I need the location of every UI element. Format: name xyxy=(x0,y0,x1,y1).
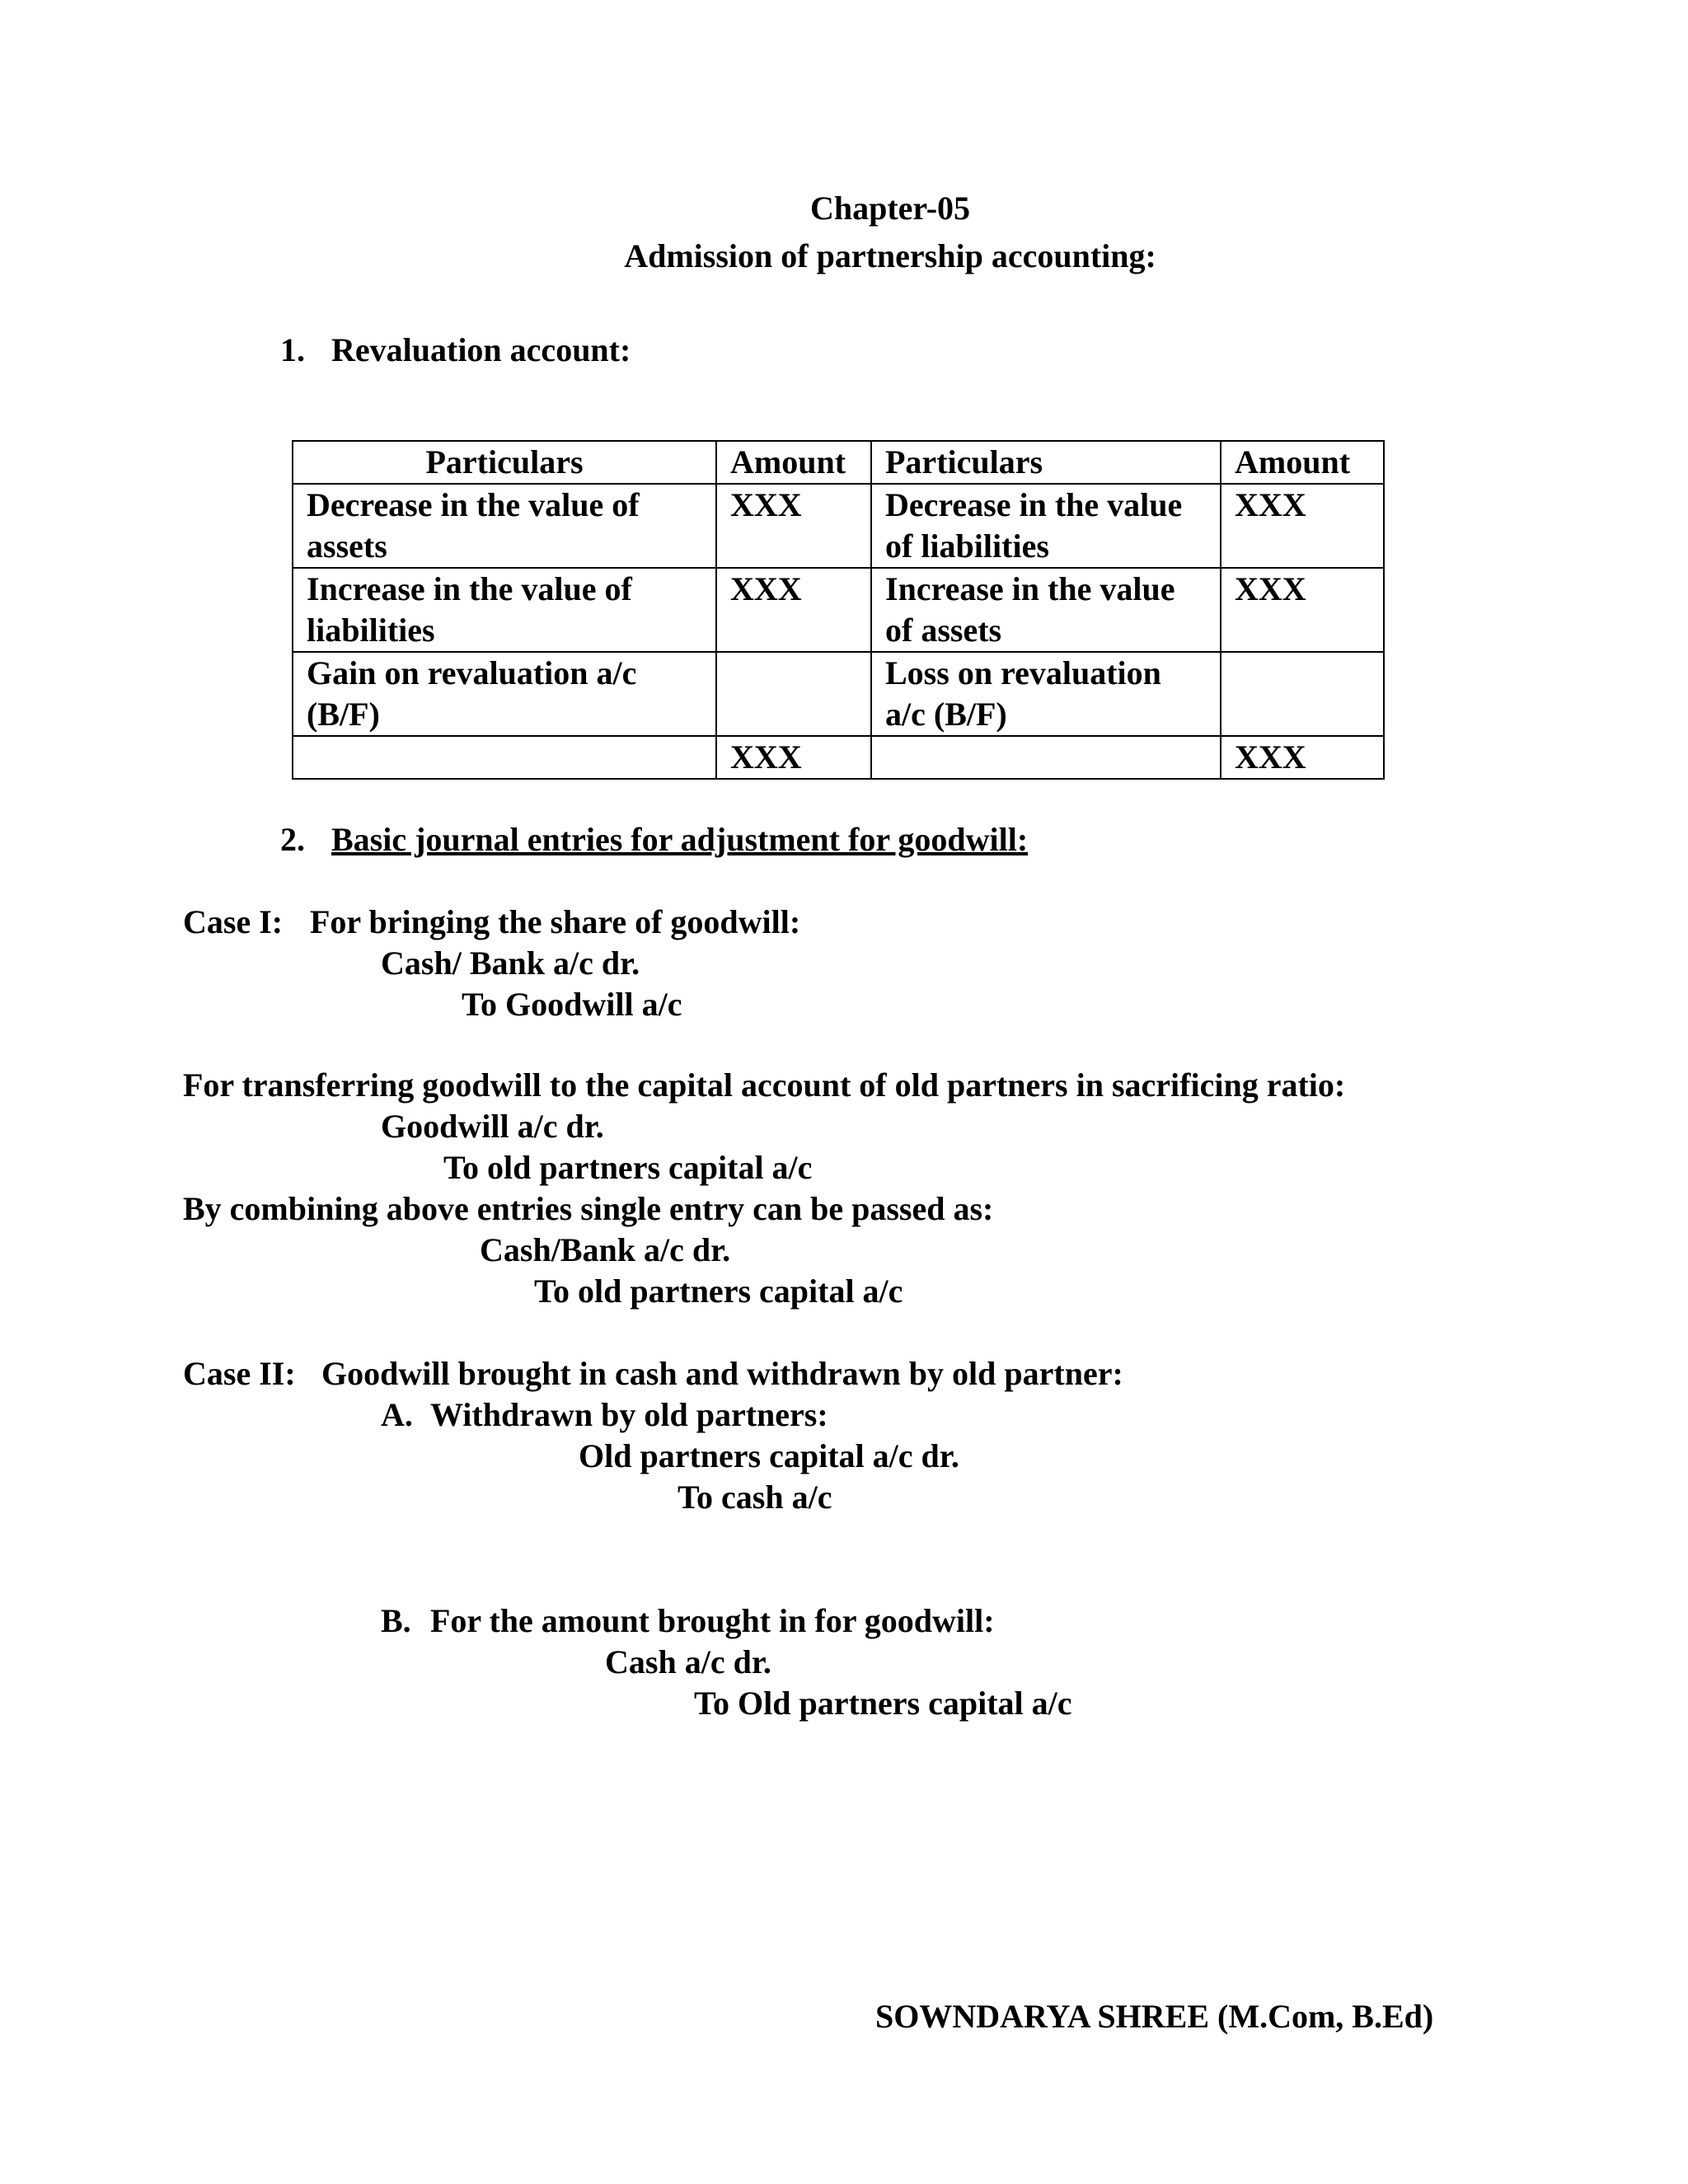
column-header: Amount xyxy=(716,441,871,484)
section-1-heading: Revaluation account: xyxy=(331,331,631,368)
journal-credit-line: To Goodwill a/c xyxy=(462,986,682,1023)
sub-item-a-heading: Withdrawn by old partners: xyxy=(430,1396,828,1433)
table-total-row xyxy=(293,736,1384,779)
transfer-heading: For transferring goodwill to the capital account of old partners in sacrificing ratio: xyxy=(183,1066,1346,1104)
column-header: Amount xyxy=(1221,441,1384,484)
column-header: Particulars xyxy=(293,441,716,484)
section-1-number: 1. xyxy=(280,331,305,368)
section-2-number: 2. xyxy=(280,821,305,858)
sub-item-marker-b: B. xyxy=(381,1602,411,1639)
author-signature: SOWNDARYA SHREE (M.Com, B.Ed) xyxy=(875,1998,1434,2035)
journal-debit-line: Cash a/c dr. xyxy=(605,1643,771,1680)
table-cell: Increase in the value of liabilities xyxy=(293,568,716,652)
journal-debit-line: Cash/ Bank a/c dr. xyxy=(381,944,640,982)
case-1-label: Case I: xyxy=(183,903,284,940)
section-2-heading: Basic journal entries for adjustment for goodwill: xyxy=(331,821,1029,858)
table-cell: XXX xyxy=(716,736,871,779)
journal-credit-line: To cash a/c xyxy=(678,1479,832,1516)
table-cell xyxy=(871,736,1221,779)
journal-credit-line: To old partners capital a/c xyxy=(534,1272,903,1310)
page-title: Admission of partnership accounting: xyxy=(624,237,1156,274)
table-cell: Decrease in the value of liabilities xyxy=(871,484,1221,568)
journal-debit-line: Goodwill a/c dr. xyxy=(381,1108,604,1145)
table-cell: XXX xyxy=(716,484,871,568)
journal-credit-line: To Old partners capital a/c xyxy=(694,1685,1072,1722)
case-1-heading: For bringing the share of goodwill: xyxy=(310,903,801,940)
journal-debit-line: Old partners capital a/c dr. xyxy=(579,1437,959,1474)
revaluation-table xyxy=(292,440,1385,780)
sub-item-b-heading: For the amount brought in for goodwill: xyxy=(430,1602,995,1639)
combine-heading: By combining above entries single entry can be passed as: xyxy=(183,1190,994,1227)
journal-debit-line: Cash/Bank a/c dr. xyxy=(480,1231,731,1268)
chapter-number: Chapter-05 xyxy=(809,190,971,227)
table-cell xyxy=(1221,652,1384,736)
table-cell: XXX xyxy=(1221,736,1384,779)
table-cell: XXX xyxy=(716,568,871,652)
table-cell: Increase in the value of assets xyxy=(871,568,1221,652)
table-cell: Loss on revaluation a/c (B/F) xyxy=(871,652,1221,736)
journal-credit-line: To old partners capital a/c xyxy=(443,1149,813,1186)
table-cell xyxy=(716,652,871,736)
table-cell xyxy=(293,736,716,779)
sub-item-marker-a: A. xyxy=(381,1396,413,1433)
case-2-heading: Goodwill brought in cash and withdrawn by old partner: xyxy=(321,1355,1123,1392)
table-cell: XXX xyxy=(1221,568,1384,652)
table-row xyxy=(293,652,1384,736)
table-cell: Gain on revaluation a/c (B/F) xyxy=(293,652,716,736)
case-2-label: Case II: xyxy=(183,1355,296,1392)
table-cell: XXX xyxy=(1221,484,1384,568)
table-cell: Decrease in the value of assets xyxy=(293,484,716,568)
table-header-row xyxy=(293,441,1384,484)
column-header: Particulars xyxy=(871,441,1221,484)
table-row xyxy=(293,568,1384,652)
table-row xyxy=(293,484,1384,568)
